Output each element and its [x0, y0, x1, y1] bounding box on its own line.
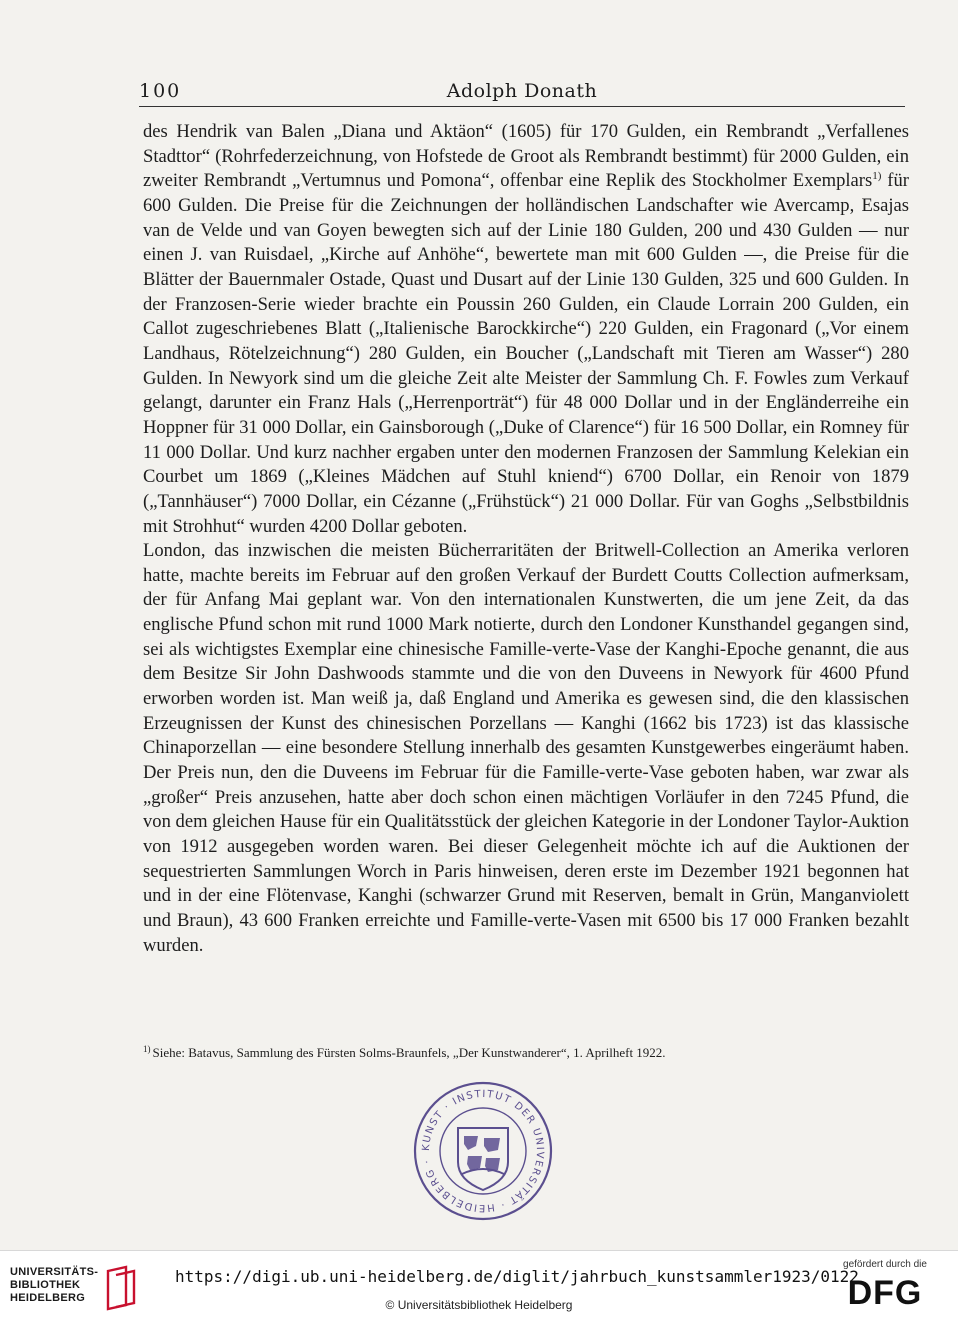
dfg-logo[interactable]: DFG [847, 1274, 923, 1312]
page-header [139, 80, 905, 106]
copyright-notice: © Universitätsbibliothek Heidelberg [385, 1298, 573, 1312]
footnote-mark: 1) [143, 1043, 151, 1054]
footnote [143, 1045, 909, 1061]
footnote-text: Siehe: Batavus, Sammlung des Fürsten Solms-Braunfels, „Der Kunstwanderer“, 1. Aprilheft 1922. [152, 1045, 666, 1060]
running-head: Adolph Donath [446, 80, 598, 102]
footer-bar [0, 1250, 958, 1323]
library-name: UNIVERSITÄTS- BIBLIOTHEK HEIDELBERG [10, 1266, 99, 1304]
paragraph-1 [143, 120, 909, 539]
paragraph-2: London, das inzwischen die meisten Bücherraritäten der Britwell-Collection an Amerika verloren hatte, machte bereits im Februar auf den großen Verkauf der Burdett Coutts Collection aufmerksam, der für Anfang Mai geplant war. Von den internationalen Kunstwerten, die um jene Zeit, da das englische Pfund schon mit rund 1000 Mark notierte, durch den Londoner Kunsthandel gegangen sind, sei als wichtigstes Exemplar eine chinesische Famille-verte-Vase der Kanghi-Epoche genannt, die aus dem Besitze Sir John Dashwoods stammte und die von den Duveens in Newyork für 4600 Pfund erworben worden ist. Man weiß ja, daß England und Amerika es gewesen sind, die den klassischen Erzeugnissen der Kunst des chinesischen Porzellans — Kanghi (1662 bis 1723) ist das klassische Chinaporzellan — eine besondere Stellung innerhalb des gesamten Kunstgewerbes eingeräumt haben. Der Preis nun, den die Duveens im Februar für die Famille-verte-Vase geboten haben, war zwar als „großer“ Preis anzusehen, hatte aber doch schon einen mächtigen Vorläufer in den 7245 Pfund, die von dem gleichen Hause für ein Qualitätsstück der gleichen Kategorie in der Londoner Taylor-Auktion von 1912 ausgegeben worden waren. Bei dieser Gelegenheit möchte ich auf die Auktionen der sequestrierten Sammlungen Worch in Paris hinweisen, deren erste im Dezember 1921 begonnen hat und in der eine Flötenvase, Kanghi (schwarzer Grund mit Reserven, bemalt in Grün, Manganviolett und Braun), 43 600 Franken erreichte und Famille-verte-Vasen mit 6500 bis 17 000 Franken bezahlt wurden. [143, 540, 909, 956]
footnote-reference: 1) [872, 170, 882, 183]
header-rule [139, 106, 905, 107]
stamp-legend: KUNST · INSTITUT DER UNIVERSITÄT · HEIDELBERG · [420, 1088, 546, 1214]
paragraph-1-text-b: für 600 Gulden. Die Preise für die Zeichnungen der holländischen Landschafter wie Avercamp, Esajas van de Velde und van Goyen bewegten sich auf der Linie 180 Gulden, 200 und 430 Gulden — nur einen J. van Ruisdael, „Kirche auf Anhöhe“, bewertete man mit 600 Gulden —, die Preise für die Blätter der Bauernmaler Ostade, Quast und Dusart auf der Linie 130 Gulden, 325 und 600 Gulden. In der Franzosen-Serie wieder brachte ein Poussin 260 Gulden, ein Claude Lorrain 200 Gulden, ein Callot zugeschriebenes Blatt („Italienische Barockkirche“) 220 Gulden, ein Fragonard („Vor einem Landhaus, Rötelzeichnung“) 280 Gulden, ein Boucher („Landschaft mit Tieren am Wasser“) 280 Gulden. In Newyork sind um die gleiche Zeit alte Meister der Sammlung Ch. F. Fowles zum Verkauf gelangt, darunter ein Franz Hals („Herrenporträt“) für 48 000 Dollar und in der Engländerreihe ein Hoppner für 31 000 Dollar, ein Gainsborough („Duke of Clarence“) für 16 500 Dollar, ein Romney für 11 000 Dollar. Und kurz nachher ergaben unter den modernen Franzosen der Sammlung Kelekian ein Courbet um 1869 („Kleines Mädchen auf Stuhl kniend“) 6700 Dollar, ein Renoir von 1879 („Tannhäuser“) 7000 Dollar, ein Cézanne („Frühstück“) 21 000 Dollar. Für van Goghs „Selbstbildnis mit Strohhut“ wurden 4200 Dollar geboten. [143, 170, 909, 537]
document-url-link[interactable]: https://digi.ub.uni-heidelberg.de/diglit/jahrbuch_kunstsammler1923/0122 [175, 1267, 859, 1286]
library-stamp-icon [412, 1080, 554, 1222]
page-number: 100 [139, 80, 182, 102]
body-text [143, 120, 909, 958]
funder-tagline: gefördert durch die [843, 1259, 927, 1270]
paragraph-1-text-a: des Hendrik van Balen „Diana und Aktäon“ (1605) für 170 Gulden, ein Rembrandt „Verfallenes Stadttor“ (Rohrfederzeichnung, von Hofstede de Groot als Rembrandt bestimmt) für 2000 Gulden, ein zweiter Rembrandt „Vertumnus und Pomona“, offenbar eine Replik des Stockholmer Exemplars [143, 121, 909, 192]
